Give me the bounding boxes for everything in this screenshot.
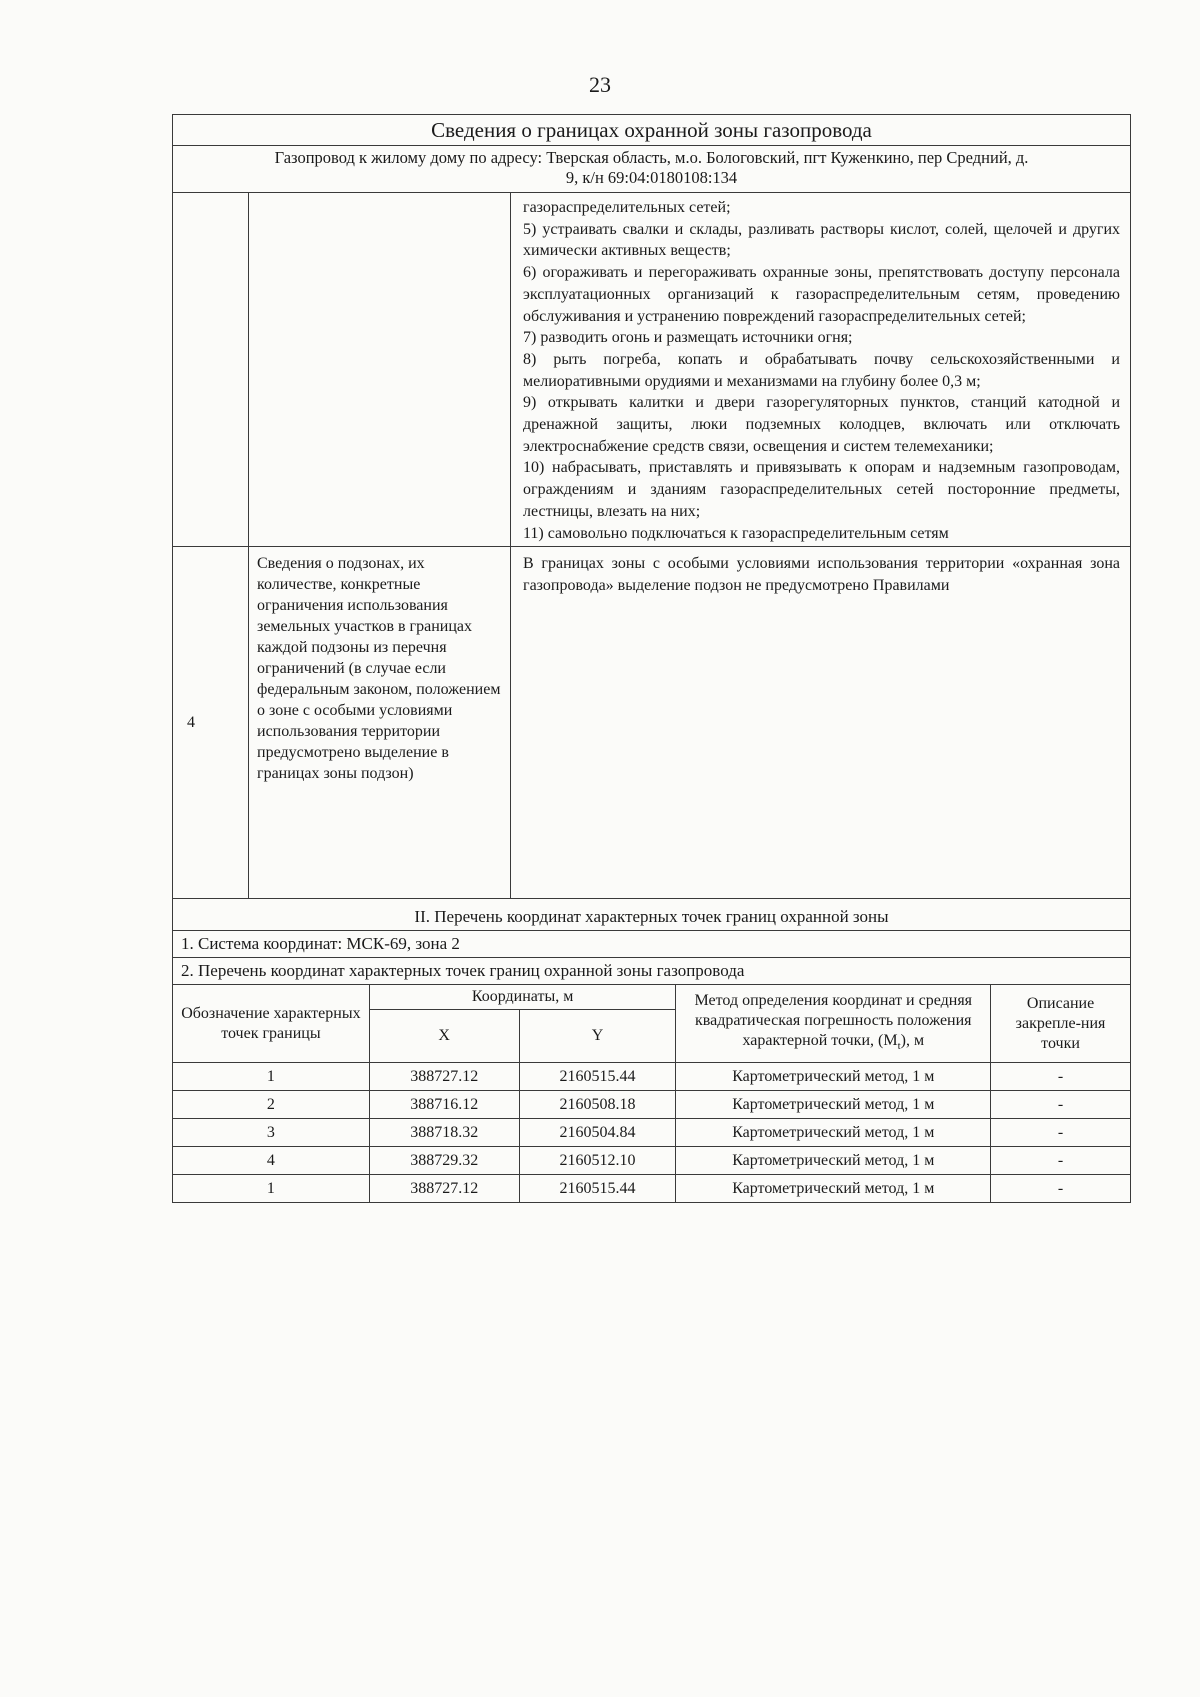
cell-description: - (991, 1147, 1131, 1175)
restriction-item: газораспределительных сетей; (523, 199, 731, 216)
cell-description: - (991, 1091, 1131, 1119)
zone-address (173, 146, 1131, 193)
zone-info-sheet (172, 114, 1131, 1203)
cell-description: - (991, 1175, 1131, 1203)
cell-method: Картометрический метод, 1 м (676, 1063, 991, 1091)
restriction-item: 5) устраивать свалки и склады, разливать растворы кислот, солей, щелочей и других химически активных веществ; (523, 220, 1120, 260)
cell-y: 2160504.84 (519, 1119, 676, 1147)
table-row (173, 1175, 1131, 1203)
cell-description: - (991, 1063, 1131, 1091)
cell-x: 388718.32 (369, 1119, 519, 1147)
header-x: X (369, 1010, 519, 1063)
restriction-item: 11) самовольно подключаться к газораспределительным сетям (523, 524, 949, 542)
row-continued-number (173, 193, 249, 547)
cell-point: 4 (173, 1147, 370, 1175)
restriction-item: 6) огораживать и перегораживать охранные зоны, препятствовать доступу персонала эксплуатационных организаций к газораспределительным сетям, проведению обслуживания и устранению повреждений газораспределительных сетей; (523, 264, 1120, 325)
table-row (173, 1147, 1131, 1175)
section2-title: II. Перечень координат характерных точек границ охранной зоны (173, 899, 1131, 931)
restriction-item: 9) открывать калитки и двери газорегуляторных пунктов, станций катодной и дренажной защиты, люки подземных колодцев, включать или отключать электроснабжение средств связи, освещения и систем телемеханики; (523, 394, 1120, 455)
cell-x: 388727.12 (369, 1175, 519, 1203)
header-description: Описание закрепле-ния точки (991, 985, 1131, 1063)
restriction-item: 10) набрасывать, приставлять и привязывать к опорам и надземным газопроводам, ограждениям и зданиям газораспределительных сетей посторонние предметы, лестницы, влезать на них; (523, 459, 1120, 520)
restrictions-list (511, 193, 1131, 547)
coords-list-title: 2. Перечень координат характерных точек границ охранной зоны газопровода (173, 958, 1131, 985)
cell-method: Картометрический метод, 1 м (676, 1147, 991, 1175)
zone-address-line1: Газопровод к жилому дому по адресу: Тверская область, м.о. Бологовский, пгт Куженкино, пер Средний, д. (274, 148, 1029, 167)
cell-y: 2160515.44 (519, 1063, 676, 1091)
cell-method: Картометрический метод, 1 м (676, 1175, 991, 1203)
table-row (173, 1091, 1131, 1119)
zone-info-table (172, 114, 1131, 985)
cell-point: 1 (173, 1063, 370, 1091)
header-y: Y (519, 1010, 676, 1063)
row4-number: 4 (173, 547, 249, 899)
cell-x: 388716.12 (369, 1091, 519, 1119)
cell-x: 388727.12 (369, 1063, 519, 1091)
coordinates-table (172, 984, 1131, 1203)
header-method-sub: t (897, 1040, 901, 1053)
row-continued-label (249, 193, 511, 547)
cell-point: 2 (173, 1091, 370, 1119)
row4-value: В границах зоны с особыми условиями использования территории «охранная зона газопровода» выделение подзон не предусмотрено Правилами (511, 547, 1131, 899)
cell-point: 1 (173, 1175, 370, 1203)
restriction-item: 7) разводить огонь и размещать источники огня; (523, 329, 853, 347)
table-row (173, 1063, 1131, 1091)
cell-y: 2160508.18 (519, 1091, 676, 1119)
cell-point: 3 (173, 1119, 370, 1147)
restriction-item: 8) рыть погреба, копать и обрабатывать почву сельскохозяйственными и мелиоративными орудиями и механизмами на глубину более 0,3 м; (523, 350, 1120, 390)
coordinate-system: 1. Система координат: МСК-69, зона 2 (173, 931, 1131, 958)
zone-address-line2: 9, к/н 69:04:0180108:134 (565, 168, 738, 187)
cell-method: Картометрический метод, 1 м (676, 1119, 991, 1147)
row4-label: Сведения о подзонах, их количестве, конкретные ограничения использования земельных участков в границах каждой подзоны из перечня ограничений (в случае если федеральным законом, положением о зоне с особыми условиями использования территории предусмотрено выделение в границах зоны подзон) (249, 547, 511, 899)
cell-method: Картометрический метод, 1 м (676, 1091, 991, 1119)
header-coordinates: Координаты, м (369, 985, 676, 1010)
cell-description: - (991, 1119, 1131, 1147)
cell-y: 2160515.44 (519, 1175, 676, 1203)
header-designation: Обозначение характерных точек границы (173, 985, 370, 1063)
header-method-suffix: ), м (900, 1032, 925, 1050)
cell-y: 2160512.10 (519, 1147, 676, 1175)
header-method (676, 985, 991, 1063)
cell-x: 388729.32 (369, 1147, 519, 1175)
page-number: 23 (589, 72, 611, 97)
table-row (173, 1119, 1131, 1147)
zone-title: Сведения о границах охранной зоны газопровода (173, 115, 1131, 146)
header-method-prefix: Метод определения координат и средняя квадратическая погрешность положения характерной точки, (M (694, 992, 973, 1050)
